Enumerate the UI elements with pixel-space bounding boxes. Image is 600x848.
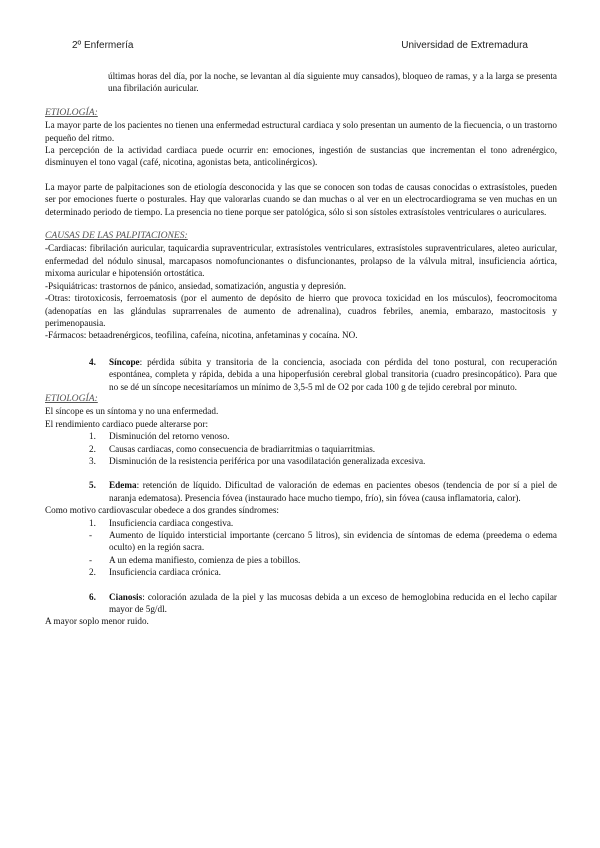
edema-line-1: Como motivo cardiovascular obedece a dos grandes síndromes: <box>45 505 279 516</box>
section-edema <box>45 479 557 504</box>
list-text: Insuficiencia cardiaca congestiva. <box>109 517 234 528</box>
causas-farmacos: -Fármacos: betaadrenérgicos, teofilina, cafeína, nicotina, anfetaminas y cocaína. NO. <box>45 330 358 341</box>
sincope-etiologia-heading: ETIOLOGÍA: <box>45 392 98 404</box>
section-text <box>109 591 557 616</box>
list-marker: 2. <box>89 567 96 578</box>
section-number: 5. <box>89 480 96 491</box>
section-number: 4. <box>89 356 96 367</box>
causas-psiquiatricas: -Psiquiátricas: trastornos de pánico, ansiedad, somatización, angustia y depresión. <box>45 280 347 291</box>
section-text <box>109 356 557 393</box>
list-item <box>45 566 557 578</box>
list-item <box>45 443 557 455</box>
list-item <box>45 455 557 467</box>
section-term: Cianosis <box>109 591 143 602</box>
list-text: Disminución de la resistencia periférica por una vasodilatación generalizada excesiva. <box>109 455 426 466</box>
section-text <box>109 479 557 504</box>
etiologia-paragraph-3: La mayor parte de palpitaciones son de etiología desconocida y las que se conocen son todas de causas conocidas o extrasístoles, pueden ser por emociones fuerte o posturales. Hay que valorarlas cuando se dan muchas o al ver en un electrocardiograma se ven muchas en un determinado periodo de tiempo. La presencia no tiene porque ser patológica, sólo si son sístoles extrasístoles ventriculares o auriculares. <box>45 181 557 217</box>
list-text: Insuficiencia cardiaca crónica. <box>109 567 221 578</box>
section-number: 6. <box>89 591 96 602</box>
list-item <box>45 554 557 566</box>
etiologia-paragraph-1: La mayor parte de los pacientes no tienen una enfermedad estructural cardiaca y solo presentan un aumento de la fiecuencia, o un trastorno pequeño del ritmo. <box>45 120 557 143</box>
list-item <box>45 529 557 554</box>
list-marker: 3. <box>89 455 96 466</box>
etiologia-paragraph-2: La percepción de la actividad cardiaca puede ocurrir en: emociones, ingestión de sustancias que incrementan el tono adrenérgico, disminuyen el tono vagal (café, nicotina, agonistas beta, anticolinérgicos). <box>45 145 557 168</box>
causas-cardiacas: -Cardiacas: fibrilación auricular, taquicardia supraventricular, extrasístoles ventriculares, extrasístoles supraventriculares, aleteo auricular, enfermedad del nódulo sinusal, marcapasos nomofuncionantes o disfuncionantes, prolapso de la válvula mitral, insuficiencia aórtica, mixoma auricular e hipotensión ortostática. <box>45 243 557 279</box>
list-text: Disminución del retorno venoso. <box>109 431 230 442</box>
section-term: Edema <box>109 480 137 491</box>
section-cianosis <box>45 591 557 616</box>
list-marker: - <box>89 554 93 565</box>
list-marker: 1. <box>89 517 96 528</box>
section-definition: : retención de líquido. Dificultad de valoración de edemas en pacientes obesos (tendencia de por sí a piel de naranja edematosa). Presencia fóvea (instaurado hace mucho tiempo, frío), sin fóvea (causa inflamatoria, calor). <box>109 480 557 503</box>
header-course: 2º Enfermería <box>72 40 134 51</box>
document-body <box>45 70 557 628</box>
section-term: Síncope <box>109 356 140 367</box>
list-text: Aumento de líquido intersticial importante (cercano 5 litros), sin evidencia de síntomas de edema (preedema o edema oculto) en la región sacra. <box>109 530 557 553</box>
sincope-line-1: El síncope es un síntoma y no una enfermedad. <box>45 406 219 417</box>
causas-otras: -Otras: tirotoxicosis, ferroematosis (por el aumento de depósito de hierro que provoca toxicidad en los músculos), feocromocitoma (adenopatías en las glándulas suprarrenales de aumento de adrenalina), cuadros febriles, anemia, embarazo, mastocitosis y perimenopausia. <box>45 293 557 328</box>
header-university: Universidad de Extremadura <box>401 40 528 51</box>
list-marker: - <box>89 530 93 540</box>
sincope-line-2: El rendimiento cardiaco puede alterarse por: <box>45 418 209 429</box>
cianosis-line-1: A mayor soplo menor ruido. <box>45 616 149 627</box>
list-marker: 2. <box>89 443 96 454</box>
list-text: Causas cardiacas, como consecuencia de bradiarritmias o taquiarritmias. <box>109 443 376 454</box>
list-item <box>45 517 557 529</box>
intro-continuation: últimas horas del día, por la noche, se levantan al día siguiente muy cansados), bloqueo de ramas, y a la larga se presenta una fibrilación auricular. <box>108 71 557 94</box>
causas-heading: CAUSAS DE LAS PALPITACIONES: <box>45 230 188 242</box>
section-definition: : coloración azulada de la piel y las mucosas debida a un exceso de hemoglobina reducida en el lecho capilar mayor de 5g/dl. <box>109 591 557 615</box>
list-text: A un edema manifiesto, comienza de pies a tobillos. <box>109 554 301 565</box>
list-marker: 1. <box>89 431 96 442</box>
list-item <box>45 430 557 442</box>
section-sincope <box>45 356 557 393</box>
etiologia-heading: ETIOLOGÍA: <box>45 106 98 118</box>
section-definition: : pérdida súbita y transitoria de la conciencia, asociada con pérdida del tono postural, con recuperación espontánea, completa y rápida, debida a una hipoperfusión cerebral global transitoria (cuadro presincopático). Para que no se dé un síncope necesitaríamos un mínimo de 3,5-5 ml de O2 por cada 100 g de tejido cerebral por minuto. <box>109 356 557 392</box>
